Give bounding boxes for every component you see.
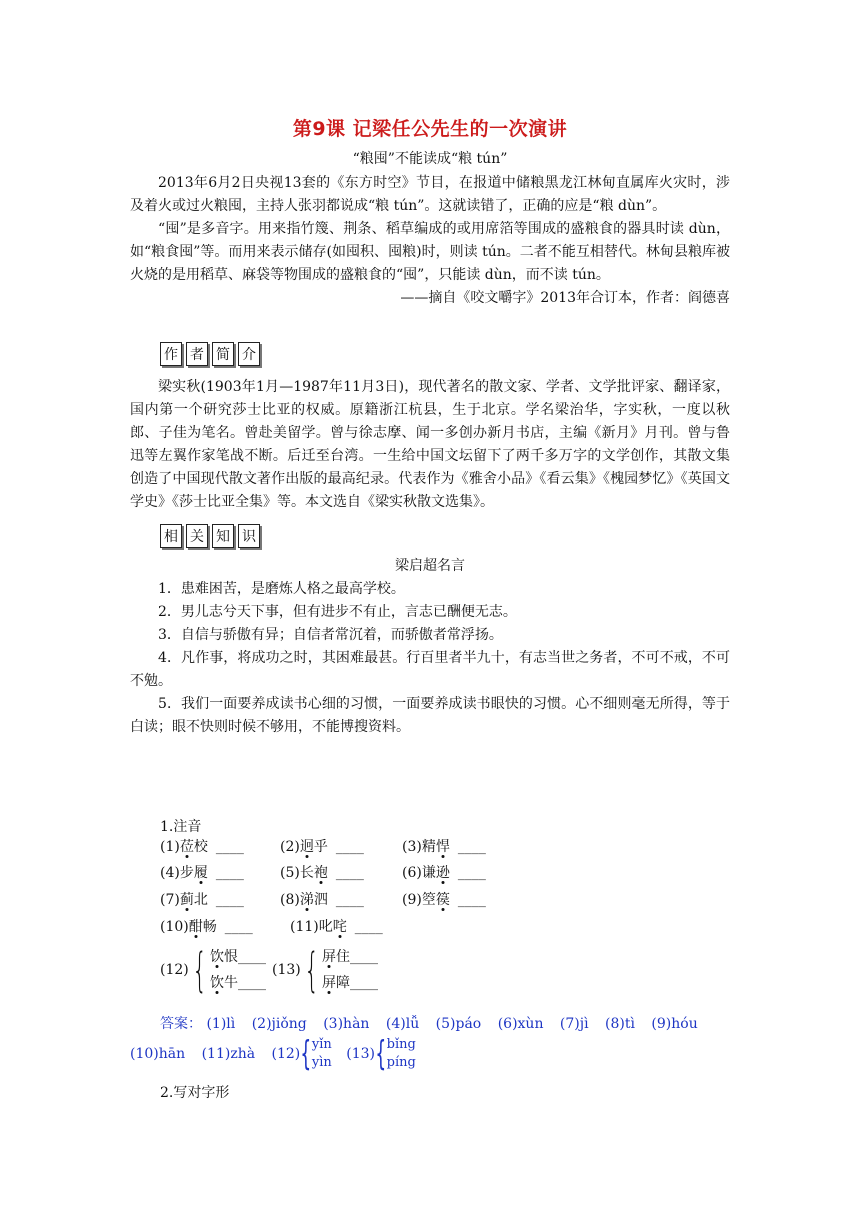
quote-item: 2．男儿志兮天下事，但有进步不有止，言志已酬便无志。: [158, 604, 517, 620]
quote-item: 5．我们一面要养成读书心细的习惯，一面要养成读书眼快的习惯。心不细则毫无所得，等于白读；眼不快则时候不够用，不能博搜资料。: [130, 696, 730, 735]
exercise-row: [160, 862, 522, 884]
answer-blank[interactable]: ____: [335, 892, 364, 908]
author-bio: [130, 376, 730, 514]
answer-line-2: (10)hān (11)zhà (12){ yǐn yìn (13){ bǐng píng: [130, 1034, 416, 1074]
header-box: 识: [238, 524, 260, 548]
intro-paragraph-2: “囤”是多音字。用来指竹篾、荆条、稻草编成的或用席箔等围成的盛粮食的器具时读 dùn，如“粮食囤”等。而用来表示储存(如囤积、囤粮)时，则读 tún。二者不能互相替代。林甸县粮库被火烧的是用稻草、麻袋等物围成的盛粮食的“囤”，只能读 dùn，而不读 tún。: [130, 221, 730, 283]
page-title: 第9课 记梁任公先生的一次演讲: [292, 118, 568, 140]
exercise-1-heading: 1.注音: [160, 819, 202, 835]
brace-icon: {: [192, 943, 207, 997]
exercise-item-12: (12) { 饮恨____ 饮牛____: [160, 943, 267, 997]
quote-item: 1．患难困苦，是磨炼人格之最高学校。: [158, 581, 405, 597]
exercise-item: (6)谦逊 ____: [402, 862, 522, 884]
answer-blank[interactable]: ____: [215, 892, 244, 908]
exercise-item: (10)酣畅 ____: [160, 916, 290, 938]
exercise-row: [160, 889, 522, 911]
intro-section: [130, 172, 730, 310]
answer-blank[interactable]: ____: [238, 949, 267, 965]
exercise-item: (4)步履 ____: [160, 862, 280, 884]
brace-icon: {: [304, 943, 319, 997]
exercise-item-13: (13) { 屏住____ 屏障____: [272, 943, 379, 997]
quotes-section: [130, 555, 730, 739]
header-box: 作: [160, 342, 182, 366]
quote-item: 4．凡作事，将成功之时，其困难最甚。行百里者半九十，有志当世之务者，不可不戒，不可不勉。: [130, 650, 730, 689]
exercise-item: (5)长袍 ____: [280, 862, 402, 884]
brace-icon: {: [300, 1034, 312, 1074]
exercise-item: (9)箜篌 ____: [402, 889, 522, 911]
header-box: 者: [186, 342, 208, 366]
answer-blank[interactable]: ____: [215, 865, 244, 881]
answer-blank[interactable]: ____: [350, 975, 379, 991]
author-section-header: [160, 342, 260, 366]
knowledge-section-header: [160, 524, 260, 548]
exercise-item: (1)莅校 ____: [160, 836, 280, 858]
exercise-row: [160, 836, 522, 858]
header-box: 相: [160, 524, 182, 548]
exercise-item: (3)精悍 ____: [402, 836, 522, 858]
answer-blank[interactable]: ____: [335, 865, 364, 881]
answer-blank[interactable]: ____: [215, 839, 244, 855]
answer-blank[interactable]: ____: [354, 919, 383, 935]
answer-blank[interactable]: ____: [457, 839, 486, 855]
answer-blank[interactable]: ____: [335, 839, 364, 855]
intro-paragraph-1: 2013年6月2日央视13套的《东方时空》节目，在报道中储粮黑龙江林甸直属库火灾时，涉及着火或过火粮囤，主持人张羽都说成“粮 tún”。这就读错了，正确的应是“粮 dùn”。: [130, 175, 730, 214]
answer-blank[interactable]: ____: [224, 919, 253, 935]
header-box: 简: [212, 342, 234, 366]
brace-icon: {: [375, 1034, 387, 1074]
exercise-item: (2)迥乎 ____: [280, 836, 402, 858]
answer-blank[interactable]: ____: [238, 975, 267, 991]
answer-label: 答案：: [160, 1016, 202, 1032]
header-box: 介: [238, 342, 260, 366]
exercise-item: (8)涕泗 ____: [280, 889, 402, 911]
answer-blank[interactable]: ____: [350, 949, 379, 965]
answer-blank[interactable]: ____: [457, 892, 486, 908]
article-subtitle: “粮囤”不能读成“粮 tún”: [352, 151, 508, 167]
exercise-row: [160, 916, 420, 938]
quotes-heading: 梁启超名言: [395, 558, 465, 574]
author-bio-text: 梁实秋(1903年1月—1987年11月3日)，现代著名的散文家、学者、文学批评家、翻译家，国内第一个研究莎士比亚的权威。原籍浙江杭县，生于北京。学名梁治华，字实秋，一度以秋郎、子佳为笔名。曾赴美留学。曾与徐志摩、闻一多创办新月书店，主编《新月》月刊。曾与鲁迅等左翼作家笔战不断。后迁至台湾。一生给中国文坛留下了两千多万字的文学创作，其散文集创造了中国现代散文著作出版的最高纪录。代表作为《雅舍小品》《看云集》《槐园梦忆》《英国文学史》《莎士比亚全集》等。本文选自《梁实秋散文选集》。: [130, 379, 730, 510]
answer-line-1: 答案： (1)lì (2)jiǒng (3)hàn (4)lǚ (5)páo (6)xùn (7)jì (8)tì (9)hóu: [160, 1016, 698, 1032]
answer-blank[interactable]: ____: [457, 865, 486, 881]
exercise-item: (7)蓟北 ____: [160, 889, 280, 911]
header-box: 关: [186, 524, 208, 548]
intro-source: ——摘自《咬文嚼字》2013年合订本，作者：阎德喜: [400, 290, 730, 306]
answer-section: [130, 1012, 730, 1072]
exercise-item: (11)叱咤 ____: [290, 916, 420, 938]
exercise-2-heading: 2.写对字形: [160, 1085, 230, 1101]
header-box: 知: [212, 524, 234, 548]
quote-item: 3．自信与骄傲有异；自信者常沉着，而骄傲者常浮扬。: [158, 627, 503, 643]
